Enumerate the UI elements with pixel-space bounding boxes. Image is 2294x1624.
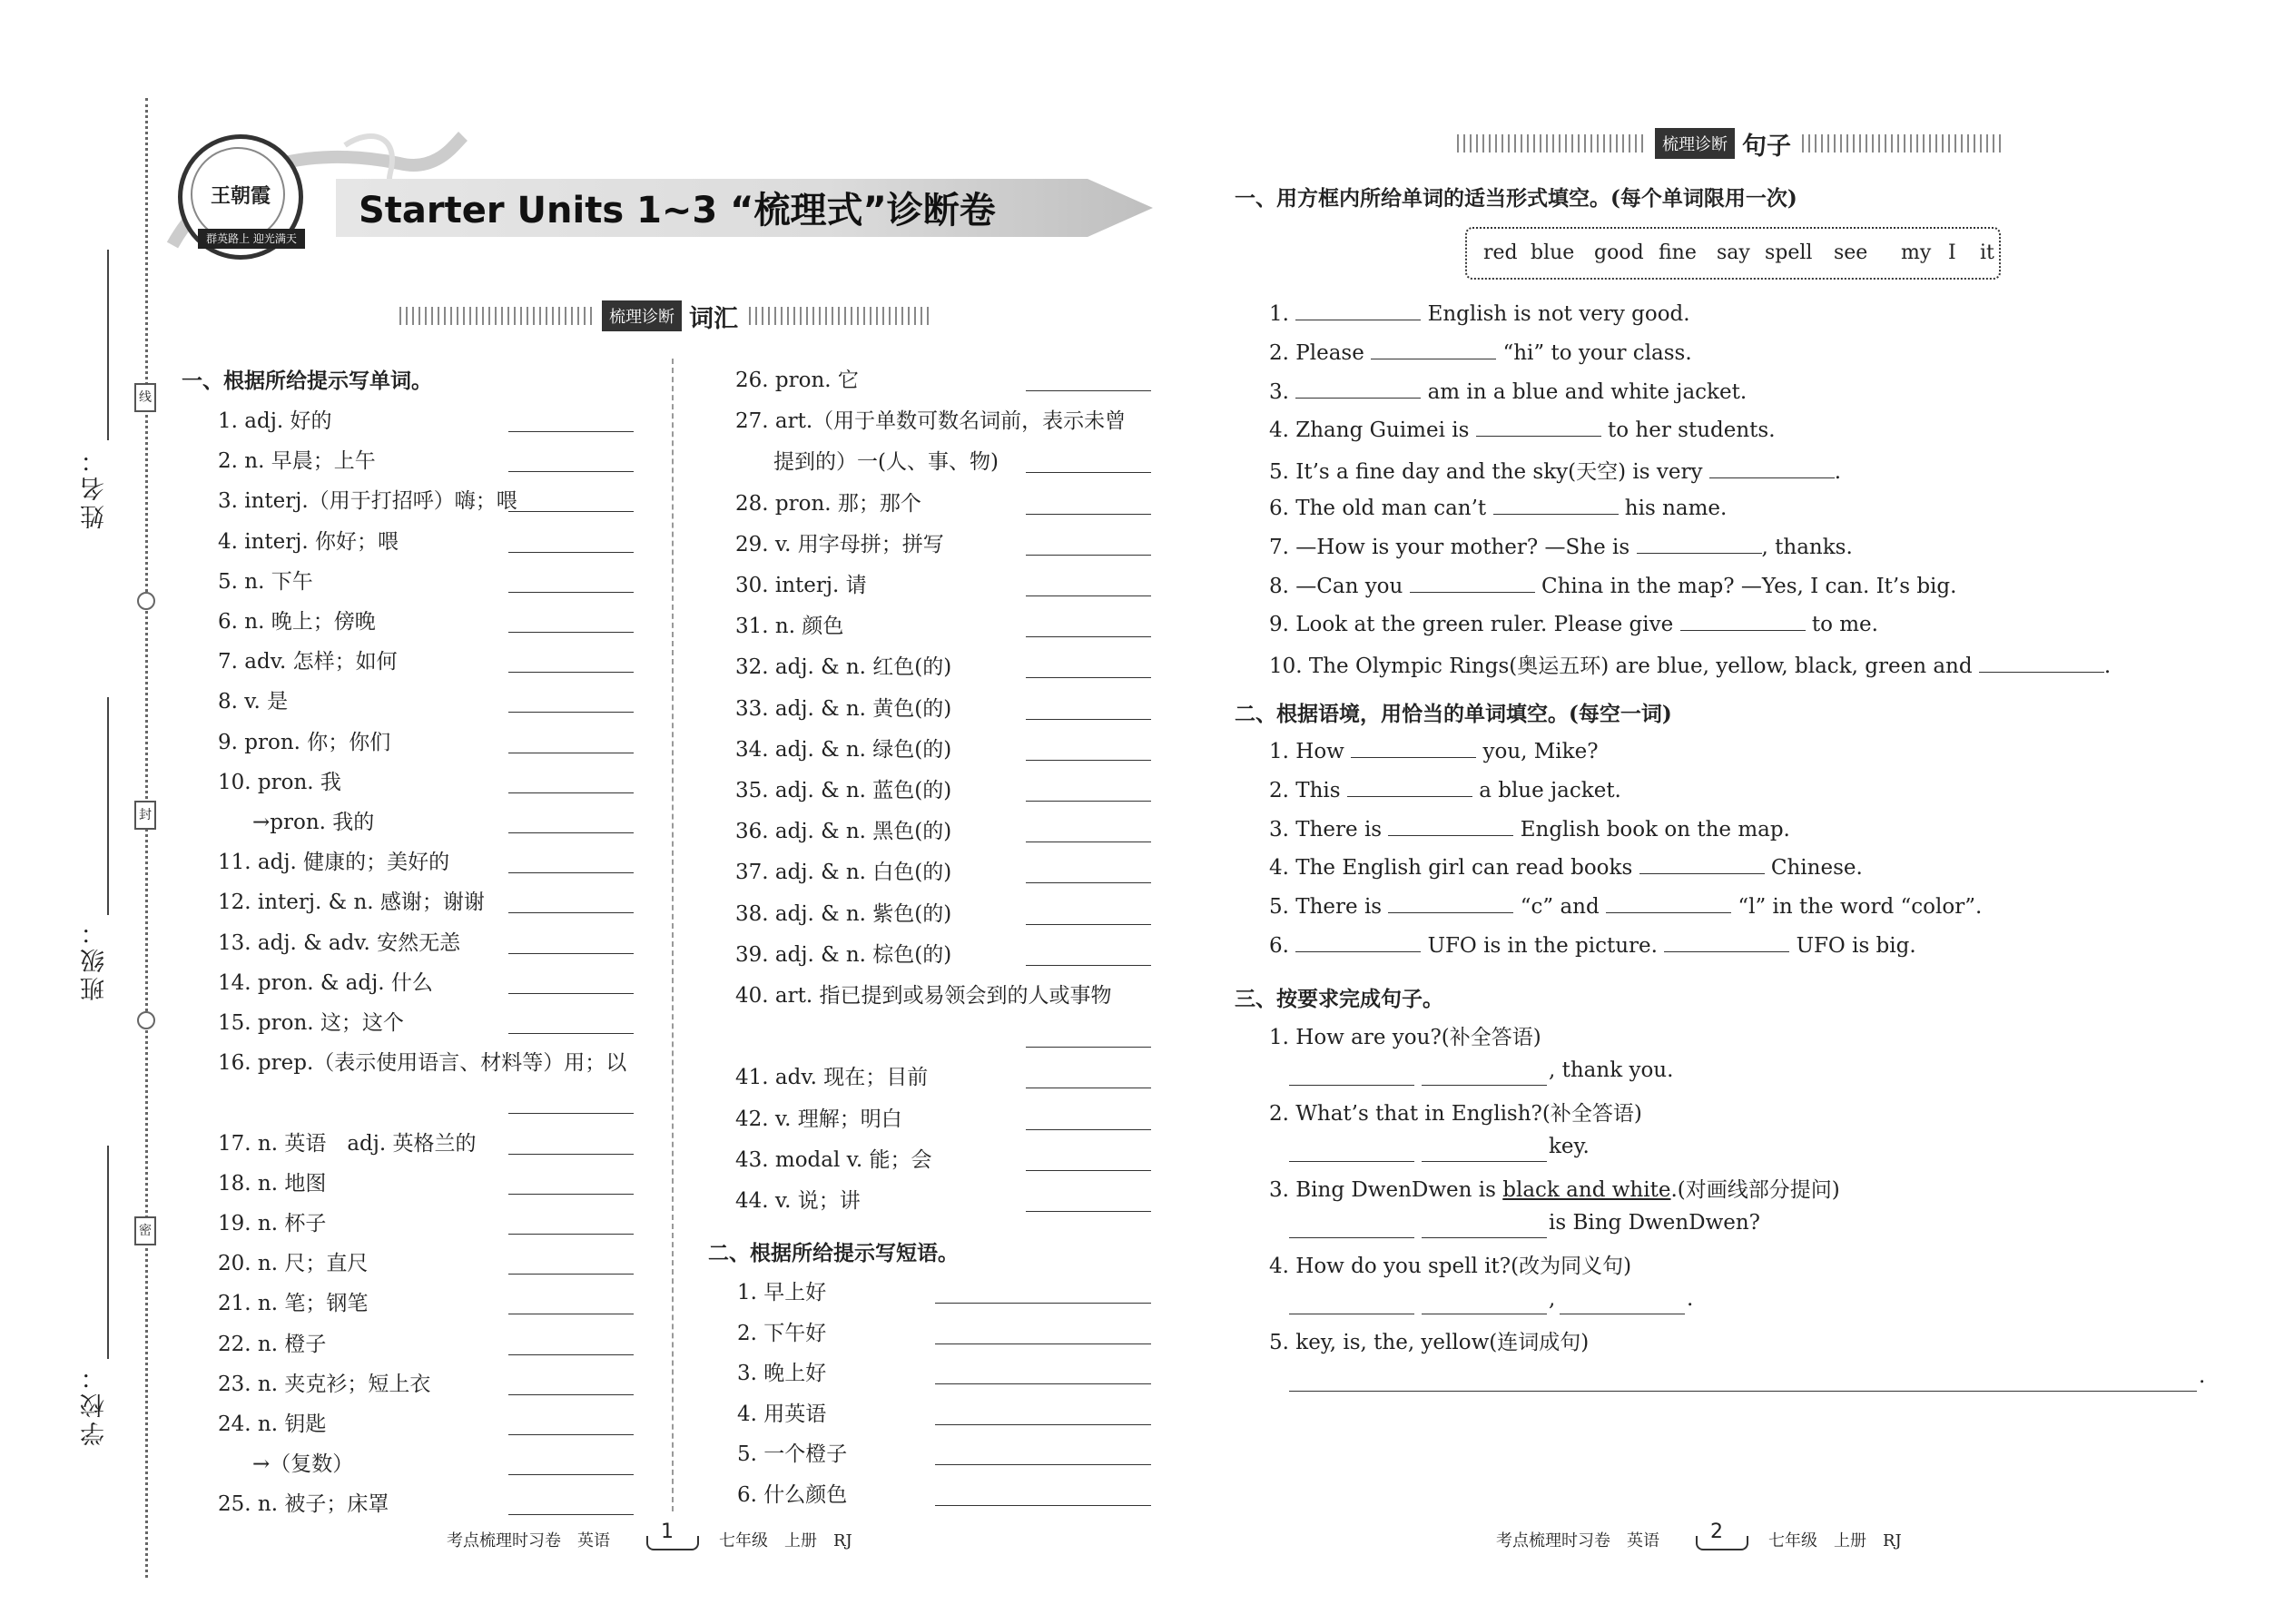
word-box-word: my [1901, 241, 1932, 264]
vocab-item: 2. n. 早晨；上午 [218, 449, 376, 474]
sentence-text: . [2103, 655, 2112, 679]
vocab-item: 7. adv. 怎样；如何 [218, 650, 398, 674]
answer-blank[interactable] [1026, 1129, 1151, 1130]
vocab-item: 33. adj. & n. 黄色(的) [735, 696, 952, 721]
vocab-item: 22. n. 橙子 [218, 1332, 327, 1356]
logo-ribbon: 群英路上 迎光满天 [198, 229, 305, 249]
answer-blank[interactable] [1351, 737, 1476, 758]
sentence-item [1269, 339, 1692, 365]
vocab-item: 11. adj. 健康的；美好的 [218, 851, 450, 875]
answer-blank[interactable] [1026, 965, 1151, 966]
answer-blank[interactable] [1289, 1085, 1414, 1086]
q4-period: . [1687, 1287, 1694, 1311]
answer-blank[interactable] [1026, 924, 1151, 925]
vocab-item: 26. pron. 它 [735, 369, 859, 392]
sentence-item [1269, 416, 1776, 442]
sentence-text: 3. [1269, 379, 1296, 404]
answer-blank[interactable] [1639, 853, 1765, 874]
answer-blank[interactable] [508, 832, 634, 833]
sentence-text: UFO is big. [1789, 934, 1916, 958]
answer-blank[interactable] [1637, 533, 1762, 554]
sentence-item [1269, 892, 1982, 919]
vocab-item: 5. n. 下午 [218, 569, 313, 594]
answer-blank[interactable] [1289, 1237, 1414, 1238]
answer-blank[interactable] [1347, 776, 1472, 797]
word-box-word: fine [1659, 241, 1697, 264]
sentence-text: 5. It’s a fine day and the sky(天空) is very [1269, 460, 1709, 485]
vocab-item: 20. n. 尺；直尺 [218, 1252, 369, 1276]
sentence-item [1269, 494, 1727, 520]
sentence-text: UFO is in the picture. [1421, 934, 1665, 958]
answer-blank[interactable] [1026, 595, 1151, 596]
margin-circle [137, 592, 155, 610]
answer-blank[interactable] [1422, 1237, 1547, 1238]
answer-blank[interactable] [1371, 339, 1496, 359]
answer-blank[interactable] [1026, 390, 1151, 391]
sentence-text: English is not very good. [1421, 302, 1690, 326]
word-box-word: red [1483, 241, 1518, 264]
sentence-item [1269, 300, 1690, 326]
footer-left-text2: 七年级 上册 RJ [719, 1531, 852, 1550]
answer-blank[interactable] [1422, 1085, 1547, 1086]
answer-blank[interactable] [1295, 300, 1421, 320]
class-line [107, 697, 109, 915]
answer-blank[interactable] [1664, 931, 1789, 952]
sentence-part2-heading: 二、根据语境，用恰当的单词填空。(每空一词) [1235, 702, 1672, 726]
answer-blank[interactable] [1026, 801, 1151, 802]
vocab-item: 8. v. 是 [218, 690, 289, 714]
vocab-item: 18. n. 地图 [218, 1171, 327, 1196]
vocab-item: 42. v. 理解；明白 [735, 1107, 902, 1131]
footer-right-text2: 七年级 上册 RJ [1768, 1531, 1902, 1550]
answer-blank[interactable] [1026, 514, 1151, 515]
phrase-item: 5. 一个橙子 [737, 1442, 848, 1467]
vocab-part2-heading: 二、根据所给提示写短语。 [708, 1241, 959, 1265]
answer-blank[interactable] [508, 1354, 634, 1355]
answer-blank[interactable] [508, 1474, 634, 1475]
sentence-text: his name. [1618, 497, 1728, 520]
phrase-item: 6. 什么颜色 [737, 1483, 848, 1507]
vocab-item: 23. n. 夹克衫；短上衣 [218, 1372, 431, 1396]
sentence-text: a blue jacket. [1472, 778, 1621, 802]
page-title: Starter Units 1~3 “梳理式”诊断卷 [359, 190, 996, 231]
sentence-text: 4. The English girl can read books [1269, 856, 1639, 881]
sentence-text: “c” and [1513, 895, 1607, 920]
answer-blank[interactable] [935, 1383, 1151, 1384]
vocab-item: 32. adj. & n. 红色(的) [735, 655, 952, 680]
vocab-item: →（复数） [252, 1452, 354, 1477]
sentence-item [1269, 853, 1863, 880]
word-box-word: I [1948, 241, 1956, 264]
sentence-text: China in the map? —Yes, I can. It’s big. [1534, 574, 1957, 598]
q4-comma: , [1549, 1287, 1556, 1311]
answer-blank[interactable] [1026, 677, 1151, 678]
sentence-text: 4. Zhang Guimei is [1269, 418, 1476, 443]
binding-line [145, 98, 148, 1578]
vocab-item: 44. v. 说；讲 [735, 1189, 861, 1213]
sentence-item [1269, 533, 1853, 559]
answer-blank[interactable] [1493, 494, 1619, 515]
answer-blank[interactable] [935, 1464, 1151, 1465]
answer-blank[interactable] [508, 672, 634, 673]
answer-blank[interactable] [1979, 652, 2104, 673]
answer-blank[interactable] [508, 953, 634, 954]
q5-period: . [2199, 1364, 2206, 1388]
sentence-section-head [1457, 127, 2002, 160]
sentence-title: 句子 [1742, 132, 1791, 161]
sentence-text: you, Mike? [1476, 740, 1599, 763]
answer-blank[interactable] [508, 552, 634, 553]
answer-blank[interactable] [1680, 610, 1806, 631]
word-box-word: spell [1765, 241, 1813, 264]
mark-seal2: 密 [134, 1216, 156, 1245]
answer-blank[interactable] [935, 1303, 1151, 1304]
answer-blank[interactable] [508, 872, 634, 873]
name-label: 姓名： [81, 445, 109, 529]
answer-blank[interactable] [508, 471, 634, 472]
answer-blank[interactable] [508, 1394, 634, 1395]
answer-blank[interactable] [508, 1234, 634, 1235]
vocab-item: 39. adj. & n. 棕色(的) [735, 942, 952, 967]
page-bracket [1696, 1536, 1748, 1550]
sentence-item [1269, 378, 1747, 404]
q2-answer-tail: key. [1549, 1135, 1590, 1158]
answer-blank[interactable] [1026, 1211, 1151, 1212]
school-label: 学校： [81, 1362, 109, 1446]
vocab-item: 1. adj. 好的 [218, 409, 332, 433]
sentence-text: Chinese. [1764, 856, 1863, 881]
sentence-text: 7. —How is your mother? —She is [1269, 535, 1637, 559]
class-label: 班级： [81, 917, 109, 1001]
phrase-item: 1. 早上好 [737, 1281, 827, 1304]
sentence-text: 9. Look at the green ruler. Please give [1269, 613, 1680, 637]
answer-blank[interactable] [508, 431, 634, 432]
sentence-text: 5. There is [1269, 895, 1389, 920]
sentence-item [1269, 455, 1841, 485]
phrase-item: 4. 用英语 [737, 1402, 827, 1426]
vocab-item: 40. art. 指已提到或易领会到的人或事物 [735, 984, 1112, 1008]
answer-blank[interactable] [1295, 931, 1421, 952]
mark-seal: 封 [134, 801, 156, 830]
sentence-text: 6. [1269, 934, 1296, 958]
answer-blank[interactable] [1026, 1047, 1151, 1048]
sentence-text: , thanks. [1761, 535, 1853, 559]
q3-text: 3. Bing DwenDwen is black and white.(对画线部分提问) [1269, 1178, 1840, 1202]
sentence-part3-heading: 三、按要求完成句子。 [1235, 987, 1443, 1011]
word-box-word: good [1594, 241, 1644, 264]
answer-blank[interactable] [1026, 1170, 1151, 1171]
answer-blank[interactable] [1026, 555, 1151, 556]
q1-answer-tail: , thank you. [1549, 1058, 1674, 1082]
answer-blank[interactable] [508, 912, 634, 913]
sentence-text: 8. —Can you [1269, 574, 1410, 598]
vocab-item: 10. pron. 我 [218, 770, 341, 794]
vocab-item: 27. art.（用于单数可数名词前，表示未曾 [735, 409, 1127, 434]
sentence-item [1269, 649, 2111, 679]
answer-blank[interactable] [508, 1434, 634, 1435]
column-divider [672, 359, 674, 1511]
vocab-item: 29. v. 用字母拼；拼写 [735, 532, 944, 556]
vocab-item: 17. n. 英语 adj. 英格兰的 [218, 1131, 477, 1156]
word-box-word: see [1834, 241, 1868, 264]
vocab-item: 25. n. 被子；床罩 [218, 1492, 389, 1517]
q5-text: 5. key, is, the, yellow(连词成句) [1269, 1331, 1590, 1354]
page-bracket [646, 1536, 699, 1550]
answer-blank[interactable] [1026, 760, 1151, 761]
sentence-text: “hi” to your class. [1496, 340, 1692, 365]
answer-blank[interactable] [508, 1194, 634, 1195]
vocab-item: 提到的）一(人、事、物) [773, 450, 999, 475]
page-number-2: 2 [1710, 1521, 1723, 1543]
vocab-item: 4. interj. 你好；喂 [218, 529, 399, 554]
answer-blank[interactable] [508, 1113, 634, 1114]
sentence-item [1269, 931, 1916, 958]
sentence-text: 10. The Olympic Rings(奥运五环) are blue, yellow, black, green and [1269, 655, 1979, 679]
vocab-item: 31. n. 颜色 [735, 615, 844, 639]
answer-blank[interactable] [1422, 1161, 1547, 1162]
word-box-word: blue [1531, 241, 1575, 264]
answer-blank[interactable] [508, 712, 634, 713]
vocab-item: 30. interj. 请 [735, 574, 867, 597]
vocab-item: 36. adj. & n. 黑色(的) [735, 820, 952, 844]
answer-blank[interactable] [1709, 458, 1835, 478]
sentence-text: 1. How [1269, 740, 1352, 763]
phrase-item: 3. 晚上好 [737, 1362, 827, 1386]
sentence-text: “l” in the word “color”. [1731, 895, 1983, 920]
vocab-item: 21. n. 笔；钢笔 [218, 1292, 369, 1316]
answer-blank[interactable] [1026, 719, 1151, 720]
vocab-item: →pron. 我的 [252, 811, 375, 834]
answer-blank[interactable] [935, 1505, 1151, 1506]
answer-blank[interactable] [508, 1033, 634, 1034]
answer-blank[interactable] [1026, 882, 1151, 883]
vocab-item: 43. modal v. 能；会 [735, 1147, 932, 1172]
sentence-item [1269, 737, 1599, 763]
vocab-item: 6. n. 晚上；傍晚 [218, 610, 376, 634]
sentence-item [1269, 815, 1790, 842]
footer-right-text: 考点梳理时习卷 英语 [1496, 1531, 1659, 1550]
sentence-text: 1. [1269, 302, 1296, 326]
answer-blank[interactable] [1295, 378, 1421, 399]
sentence-text: to her students. [1600, 418, 1776, 443]
answer-blank[interactable] [1410, 572, 1535, 593]
vocab-item: 19. n. 杯子 [218, 1212, 327, 1235]
answer-blank[interactable] [1289, 1161, 1414, 1162]
answer-blank[interactable] [1388, 892, 1513, 913]
vocab-item: 13. adj. & adv. 安然无恙 [218, 930, 461, 955]
answer-blank[interactable] [508, 1154, 634, 1155]
sentence-item [1269, 610, 1878, 636]
word-box-word: it [1980, 241, 1994, 264]
sentence-text: 2. Please [1269, 340, 1372, 365]
sentence-tag: 梳理诊断 [1655, 128, 1735, 159]
vocab-item: 14. pron. & adj. 什么 [218, 970, 433, 995]
answer-blank[interactable] [1289, 1391, 2197, 1392]
vocab-item: 24. n. 钥匙 [218, 1412, 327, 1436]
answer-blank[interactable] [508, 632, 634, 633]
vocab-item: 37. adj. & n. 白色(的) [735, 861, 952, 885]
vocab-title: 词汇 [689, 304, 738, 333]
vocab-section-head [399, 300, 930, 332]
q4-text: 4. How do you spell it?(改为同义句) [1269, 1255, 1632, 1278]
answer-blank[interactable] [508, 592, 634, 593]
answer-blank[interactable] [1388, 815, 1513, 836]
page-number-1: 1 [661, 1521, 674, 1543]
vocab-item: 28. pron. 那；那个 [735, 491, 921, 516]
answer-blank[interactable] [508, 792, 634, 793]
vocab-tag: 梳理诊断 [602, 300, 682, 331]
answer-blank[interactable] [508, 511, 634, 512]
word-box-word: say [1717, 241, 1750, 264]
mark-line: 线 [134, 383, 156, 412]
q1-text: 1. How are you?(补全答语) [1269, 1026, 1541, 1049]
name-line [107, 250, 109, 440]
sentence-text: 6. The old man can’t [1269, 497, 1493, 520]
vocab-item: 34. adj. & n. 绿色(的) [735, 737, 952, 762]
sentence-text: 3. There is [1269, 817, 1389, 842]
q3-answer-tail: is Bing DwenDwen? [1549, 1211, 1761, 1235]
sentence-text: English book on the map. [1513, 817, 1790, 842]
vocab-part1-heading: 一、根据所给提示写单词。 [182, 369, 432, 393]
vocab-item: 35. adj. & n. 蓝色(的) [735, 779, 952, 802]
logo-text: 王朝霞 [210, 184, 271, 208]
answer-blank[interactable] [1476, 416, 1601, 437]
vocab-item: 15. pron. 这；这个 [218, 1011, 404, 1035]
sentence-item [1269, 776, 1621, 802]
sentence-text: to me. [1805, 613, 1878, 637]
sentence-item [1269, 572, 1956, 598]
vocab-item: 9. pron. 你；你们 [218, 730, 391, 754]
answer-blank[interactable] [1606, 892, 1731, 913]
answer-blank[interactable] [1026, 636, 1151, 637]
answer-blank[interactable] [508, 993, 634, 994]
answer-blank[interactable] [1026, 472, 1151, 473]
vocab-item: 16. prep.（表示使用语言、材料等）用；以 [218, 1051, 627, 1076]
answer-blank[interactable] [935, 1424, 1151, 1425]
vocab-item: 12. interj. & n. 感谢；谢谢 [218, 891, 485, 915]
vocab-item: 3. interj.（用于打招呼）嗨；喂 [218, 489, 517, 514]
school-line [107, 1146, 109, 1359]
answer-blank[interactable] [935, 1343, 1151, 1344]
footer-left-text: 考点梳理时习卷 英语 [447, 1531, 610, 1550]
sentence-text: am in a blue and white jacket. [1421, 379, 1748, 404]
vocab-item: 41. adv. 现在；目前 [735, 1066, 929, 1090]
phrase-item: 2. 下午好 [737, 1321, 827, 1345]
answer-blank[interactable] [508, 1514, 634, 1515]
word-box [1465, 227, 2001, 280]
answer-blank[interactable] [508, 1274, 634, 1275]
q2-text: 2. What’s that in English?(补全答语) [1269, 1102, 1642, 1126]
sentence-text: . [1834, 460, 1842, 485]
margin-circle [137, 1011, 155, 1029]
sentence-text: 2. This [1269, 778, 1347, 802]
vocab-item: 38. adj. & n. 紫色(的) [735, 901, 952, 926]
sentence-part1-heading: 一、用方框内所给单词的适当形式填空。(每个单词限用一次) [1235, 186, 1797, 211]
